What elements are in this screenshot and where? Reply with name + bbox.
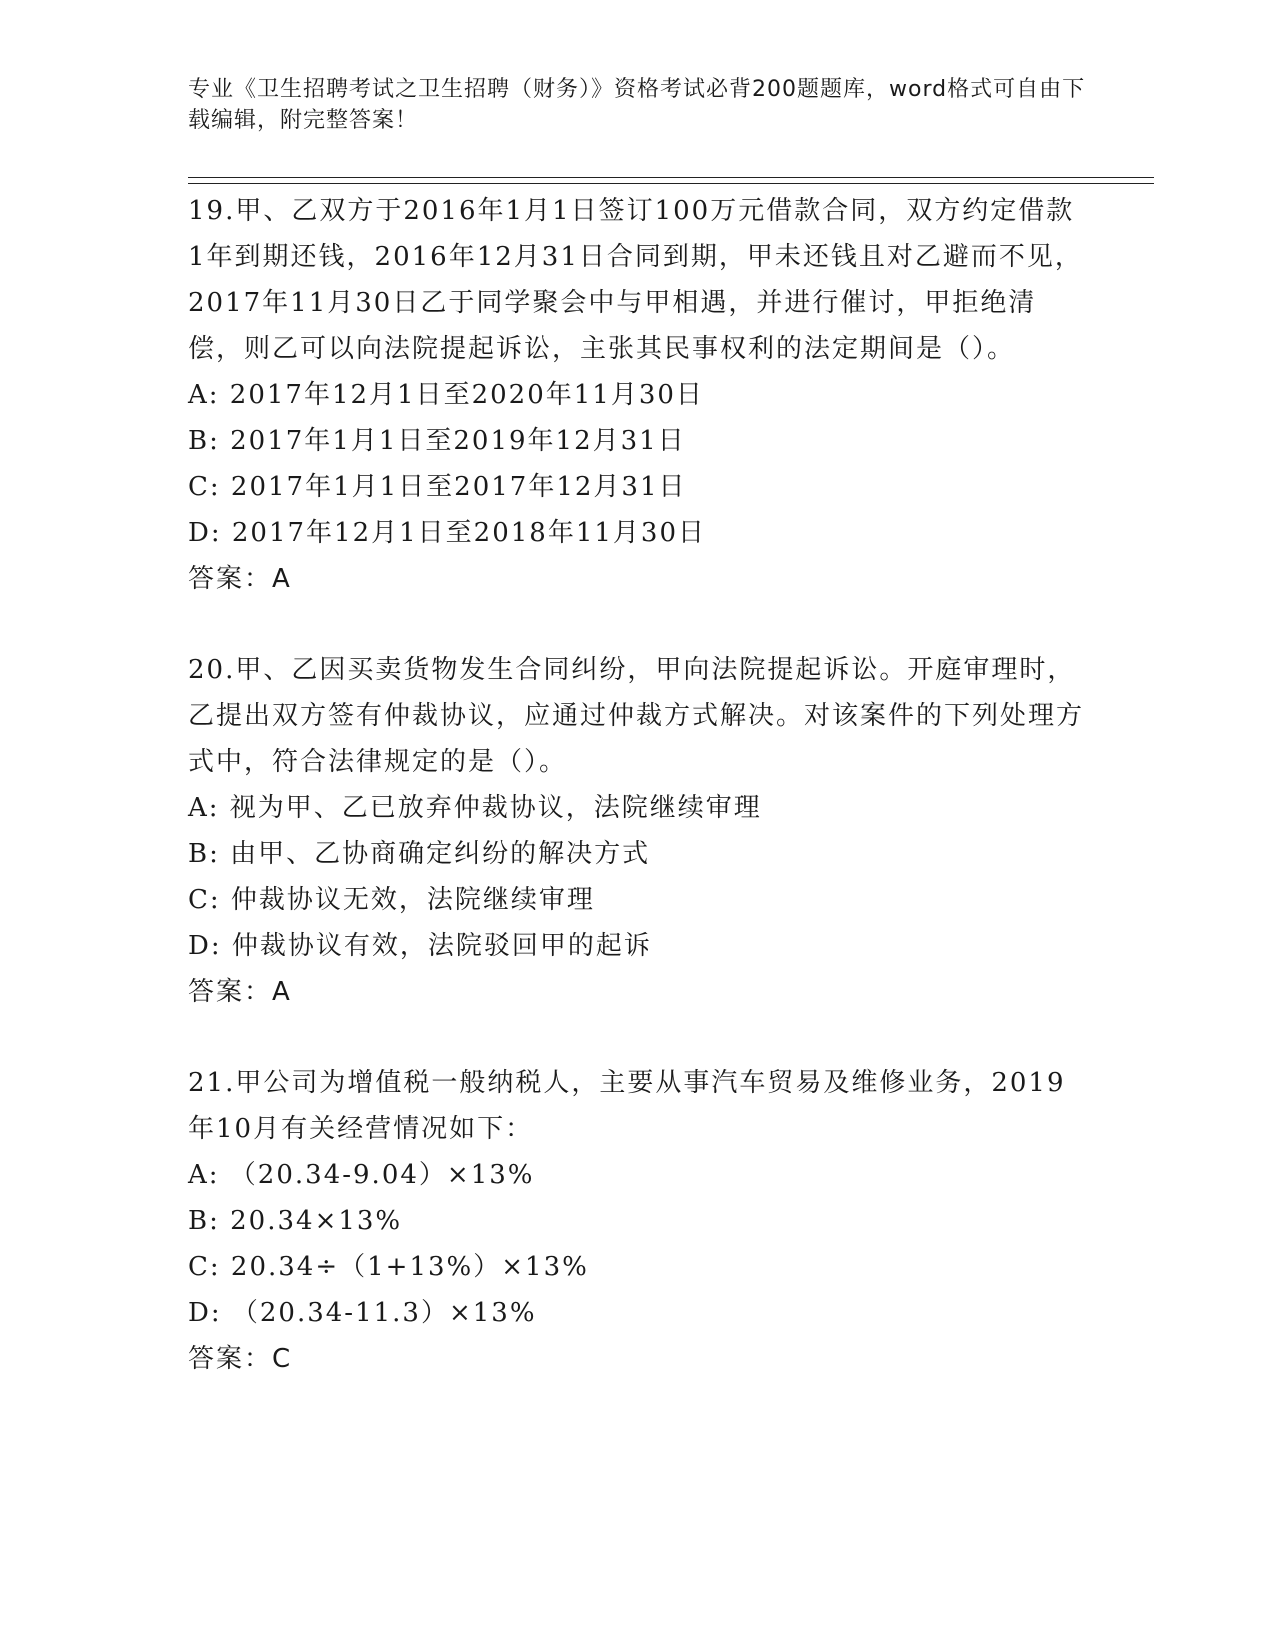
question-21 (188, 1060, 1088, 1382)
option-a: A: 2017年12月1日至2020年11月30日 (188, 380, 704, 410)
document-header: 专业《卫生招聘考试之卫生招聘（财务）》资格考试必背200题题库，word格式可自由下载编辑，附完整答案！ (188, 77, 1086, 133)
question-list (188, 188, 1088, 1427)
option-a: A: 视为甲、乙已放弃仲裁协议，法院继续审理 (188, 793, 762, 823)
answer: 答案：A (188, 977, 292, 1007)
question-stem: 21.甲公司为增值税一般纳税人，主要从事汽车贸易及维修业务，2019年10月有关经营情况如下： (188, 1068, 1066, 1144)
option-b: B: 20.34×13% (188, 1206, 403, 1236)
option-a: A: （20.34-9.04）×13% (188, 1160, 535, 1190)
option-b: B: 2017年1月1日至2019年12月31日 (188, 426, 686, 456)
option-d: D: 仲裁协议有效，法院驳回甲的起诉 (188, 931, 652, 961)
answer: 答案：A (188, 564, 292, 594)
question-20 (188, 647, 1088, 1015)
answer: 答案：C (188, 1344, 293, 1374)
header-divider-top (188, 177, 1154, 178)
question-19 (188, 188, 1088, 602)
option-c: C: 仲裁协议无效，法院继续审理 (188, 885, 595, 915)
option-c: C: 2017年1月1日至2017年12月31日 (188, 472, 687, 502)
option-b: B: 由甲、乙协商确定纠纷的解决方式 (188, 839, 651, 869)
header-divider-bottom (188, 183, 1154, 184)
question-stem: 20.甲、乙因买卖货物发生合同纠纷，甲向法院提起诉讼。开庭审理时，乙提出双方签有仲裁协议，应通过仲裁方式解决。对该案件的下列处理方式中，符合法律规定的是（）。 (188, 655, 1085, 777)
option-c: C: 20.34÷（1+13%）×13% (188, 1252, 589, 1282)
option-d: D: 2017年12月1日至2018年11月30日 (188, 518, 707, 548)
option-d: D: （20.34-11.3）×13% (188, 1298, 537, 1328)
question-stem: 19.甲、乙双方于2016年1月1日签订100万元借款合同，双方约定借款1年到期还钱，2016年12月31日合同到期，甲未还钱且对乙避而不见，2017年11月30日乙于同学聚会中与甲相遇，并进行催讨，甲拒绝清偿，则乙可以向法院提起诉讼，主张其民事权利的法定期间是（）。 (188, 196, 1083, 364)
